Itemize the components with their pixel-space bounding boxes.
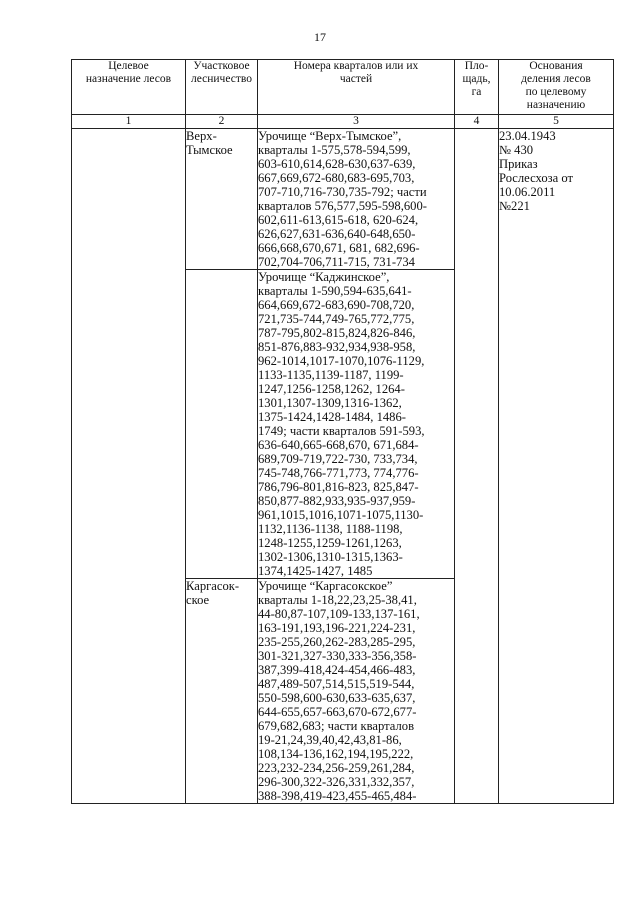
column-number: 1	[72, 115, 186, 129]
column-number-row	[72, 115, 614, 129]
forest-allocation-table	[71, 59, 614, 804]
header-quarters: Номера кварталов или их частей	[258, 60, 455, 115]
header-area: Пло- щадь, га	[455, 60, 499, 115]
column-number: 3	[258, 115, 455, 129]
header-purpose: Целевое назначение лесов	[72, 60, 186, 115]
quarters-cell: Урочище “Верх-Тымское”, кварталы 1-575,578-594,599, 603-610,614,628-630,637-639, 667,669,672-680,683-695,703, 707-710,716-730,735-792; части кварталов 576,577,595-598,600- 602,611-613,615-618, 620-624, 626,627,631-636,640-648,650- 666,668,670,671, 681, 682,696- 702,704-706,711-715, 731-734	[258, 129, 455, 270]
forestry-cell: Каргасок- ское	[186, 579, 258, 804]
purpose-cell	[72, 129, 186, 804]
forestry-cell	[186, 270, 258, 579]
column-number: 2	[186, 115, 258, 129]
quarters-cell: Урочище “Каргасокское” кварталы 1-18,22,23,25-38,41, 44-80,87-107,109-133,137-161, 163-191,193,196-221,224-231, 235-255,260,262-283,285-295, 301-321,327-330,333-356,358- 387,399-418,424-454,466-483, 487,489-507,514,515,519-544, 550-598,600-630,633-635,637, 644-655,657-663,670-672,677- 679,682,683; части кварталов 19-21,24,39,40,42,43,81-86, 108,134-136,162,194,195,222, 223,232-234,256-259,261,284, 296-300,322-326,331,332,357, 388-398,419-423,455-465,484-	[258, 579, 455, 804]
table-header-row	[72, 60, 614, 115]
forestry-cell: Верх- Тымское	[186, 129, 258, 270]
area-cell	[455, 129, 499, 804]
header-basis: Основания деления лесов по целевому назначению	[499, 60, 614, 115]
column-number: 4	[455, 115, 499, 129]
table-row	[72, 129, 614, 270]
page-number: 17	[314, 30, 326, 44]
column-number: 5	[499, 115, 614, 129]
basis-cell: 23.04.1943 № 430 Приказ Рослесхоза от 10.06.2011 №221	[499, 129, 614, 804]
quarters-cell: Урочище “Каджинское”, кварталы 1-590,594-635,641- 664,669,672-683,690-708,720, 721,735-744,749-765,772,775, 787-795,802-815,824,826-846, 851-876,883-932,934,938-958, 962-1014,1017-1070,1076-1129, 1133-1135,1139-1187, 1199- 1247,1256-1258,1262, 1264- 1301,1307-1309,1316-1362, 1375-1424,1428-1484, 1486- 1749; части кварталов 591-593, 636-640,665-668,670, 671,684- 689,709-719,722-730, 733,734, 745-748,766-771,773, 774,776- 786,796-801,816-823, 825,847- 850,877-882,933,935-937,959- 961,1015,1016,1071-1075,1130- 1132,1136-1138, 1188-1198, 1248-1255,1259-1261,1263, 1302-1306,1310-1315,1363- 1374,1425-1427, 1485	[258, 270, 455, 579]
header-forestry: Участковое лесничество	[186, 60, 258, 115]
